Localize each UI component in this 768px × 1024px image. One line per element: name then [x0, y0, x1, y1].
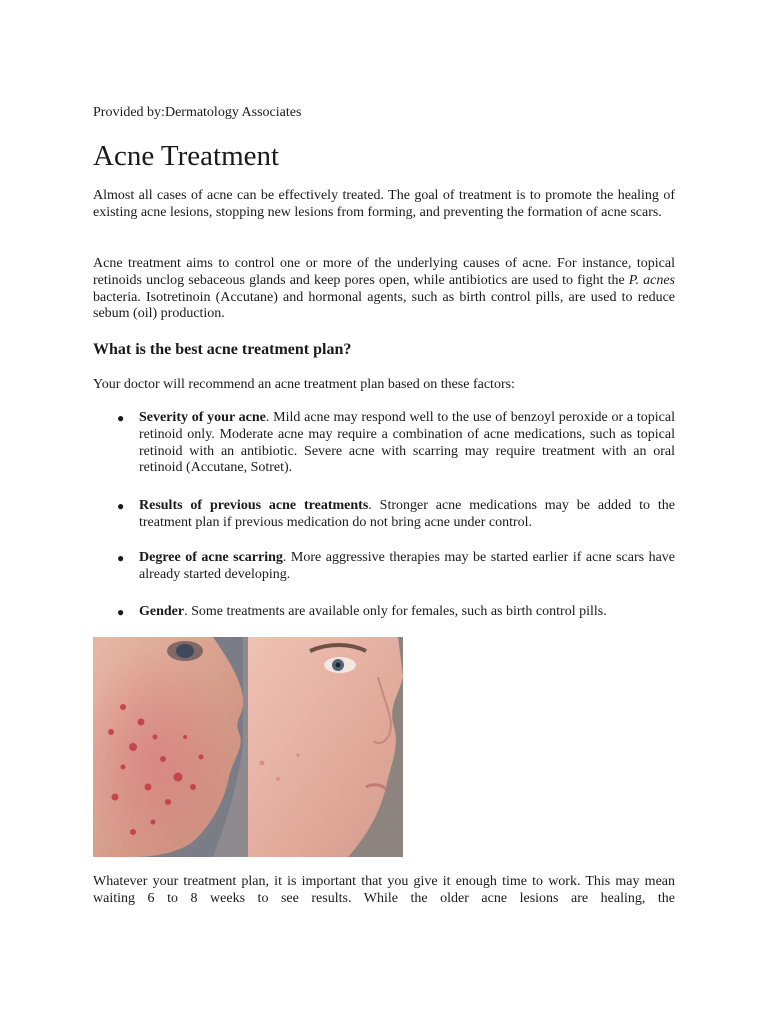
bacteria-name: P. acnes [628, 272, 675, 288]
bullet-icon: ● [117, 499, 125, 513]
before-treatment-image [93, 637, 248, 857]
provider-name: Dermatology Associates [164, 105, 302, 120]
factor-term: Degree of acne scarring [139, 550, 283, 565]
causes-paragraph [93, 256, 675, 323]
before-after-photo [93, 637, 403, 857]
causes-text-after: bacteria. Isotretinoin (Accutane) and hormonal agents, such as birth control pills, are used to reduce sebum (oil) production. [93, 289, 675, 322]
bullet-icon: ● [117, 551, 125, 565]
factor-term: Gender [139, 604, 185, 619]
intro-paragraph: Almost all cases of acne can be effectively treated. The goal of treatment is to promote the healing of existing acne lesions, stopping new lesions from forming, and preventing the formation of acne scars. [93, 188, 675, 220]
factors-intro: Your doctor will recommend an acne treatment plan based on these factors: [93, 377, 515, 392]
list-item-text [139, 498, 675, 532]
after-treatment-image [248, 637, 403, 857]
factor-desc: . Mild acne may respond well to the use of benzoyl peroxide or a topical retinoid only. Moderate acne may require a combination of acne medications, such as topical retinoid with an antibiotic. Severe acne with scarring may require treatment with an oral retinoid (Accutane, Sotret). [139, 410, 675, 476]
provider-label: Provided by: [93, 105, 165, 120]
factor-desc: . Stronger acne medications may be added to the treatment plan if previous medication do not bring acne under control. [139, 498, 675, 530]
closing-paragraph: Whatever your treatment plan, it is important that you give it enough time to work. This may mean waiting 6 to 8 weeks to see results. While the older acne lesions are healing, the [93, 874, 675, 906]
factor-desc: . Some treatments are available only for females, such as birth control pills. [184, 604, 607, 619]
section-heading: What is the best acne treatment plan? [93, 341, 352, 358]
factor-term: Results of previous acne treatments [139, 498, 369, 513]
list-item-text [139, 410, 675, 477]
causes-text-before: Acne treatment aims to control one or more of the underlying causes of acne. For instance, topical retinoids unclog sebaceous glands and keep pores open, while antibiotics are used to fight the [93, 256, 675, 288]
bullet-icon: ● [117, 411, 125, 425]
list-item-text [139, 550, 675, 584]
page-title: Acne Treatment [93, 140, 280, 172]
factor-desc: . More aggressive therapies may be started earlier if acne scars have already started developing. [139, 550, 675, 582]
bullet-icon: ● [117, 605, 125, 619]
factor-term: Severity of your acne [139, 410, 266, 425]
provider-line [93, 104, 301, 122]
list-item-text [139, 604, 675, 621]
